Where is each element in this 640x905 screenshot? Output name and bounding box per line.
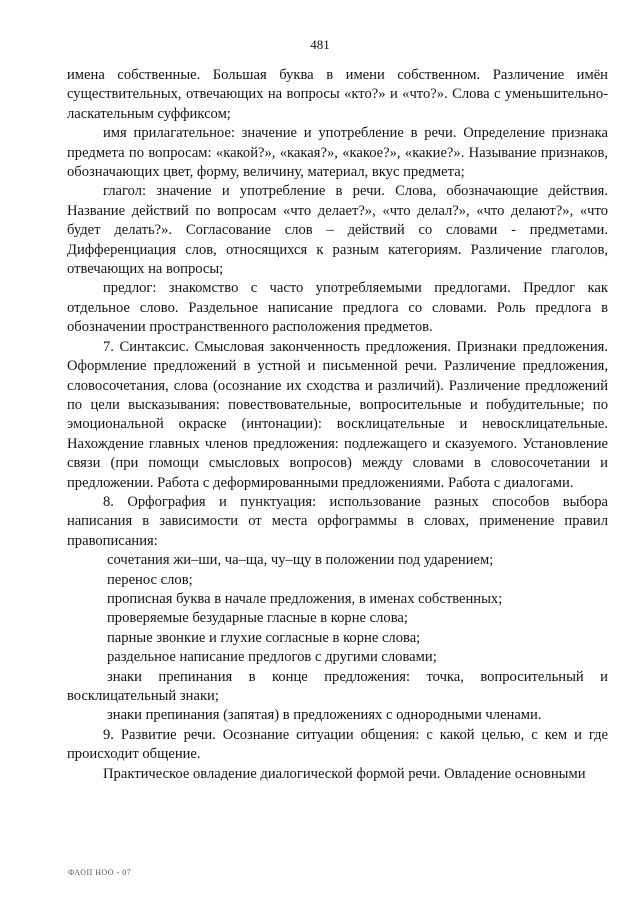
list-item-end-punctuation: знаки препинания в конце предложения: точка, вопросительный и восклицательный знаки; [67,668,608,704]
paragraph-adjective: имя прилагательное: значение и употребление в речи. Определение признака предмета по вопросам: «какой?», «какая?», «какое?», «какие?». Называние признаков, обозначающих цвет, форму, величину, материал, вкус предмета; [67,125,608,181]
paragraph-syntax: 7. Синтаксис. Смысловая законченность предложения. Признаки предложения. Оформление предложений в устной и письменной речи. Различение предложения, словосочетания, слова (осознание их сходства и различий). Различение предложений по цели высказывания: повествовательные, вопросительные и побудительные; по эмоциональной окраске (интонации): восклицательные и невосклицательные. Нахождение главных членов предложения: подлежащего и сказуемого. Установление связи (при помощи смысловых вопросов) между словами в словосочетании и предложении. Работа с деформированными предложениями. Работа с диалогами. [67,338,608,491]
list-item-unstressed-vowels: проверяемые безударные гласные в корне слова; [107,610,408,627]
list-item-word-hyphenation: перенос слов; [107,571,193,588]
document-body [67,66,608,784]
paragraph-orthography: 8. Орфография и пунктуация: использование разных способов выбора написания в зависимости от места орфограммы в словах, применение правил правописания: [67,493,608,549]
paragraph-verb: глагол: значение и употребление в речи. Слова, обозначающие действия. Название действий по вопросам «что делает?», «что делал?», «что делают?», «что будет делать?». Согласование слов – действий со словами - предметами. Дифференциация слов, относящихся к разным категориям. Различение глаголов, отвечающих на вопросы; [67,183,608,278]
document-footer-code: ФАОП НОО - 07 [68,868,132,877]
list-item-zhi-shi: сочетания жи–ши, ча–ща, чу–щу в положении под ударением; [107,552,494,569]
paragraph-proper-nouns: имена собственные. Большая буква в имени собственном. Различение имён существительных, отвечающих на вопросы «кто?» и «что?». Слова с уменьшительно-ласкательным суффиксом; [67,67,608,122]
paragraph-speech-development: 9. Развитие речи. Осознание ситуации общения: с какой целью, с кем и где происходит общение. [67,726,608,763]
list-item-capital-letter: прописная буква в начале предложения, в именах собственных; [107,590,503,607]
list-item-comma-homogeneous: знаки препинания (запятая) в предложениях с однородными членами. [107,707,542,724]
paragraph-preposition: предлог: знакомство с часто употребляемыми предлогами. Предлог как отдельное слово. Раздельное написание предлога со словами. Роль предлога в обозначении пространственного расположения предметов. [67,280,608,336]
list-item-paired-consonants: парные звонкие и глухие согласные в корне слова; [107,629,421,646]
paragraph-dialogic-speech: Практическое овладение диалогической формой речи. Овладение основными [103,765,586,782]
page-number: 481 [310,37,330,52]
list-item-separate-prepositions: раздельное написание предлогов с другими словами; [107,649,437,666]
